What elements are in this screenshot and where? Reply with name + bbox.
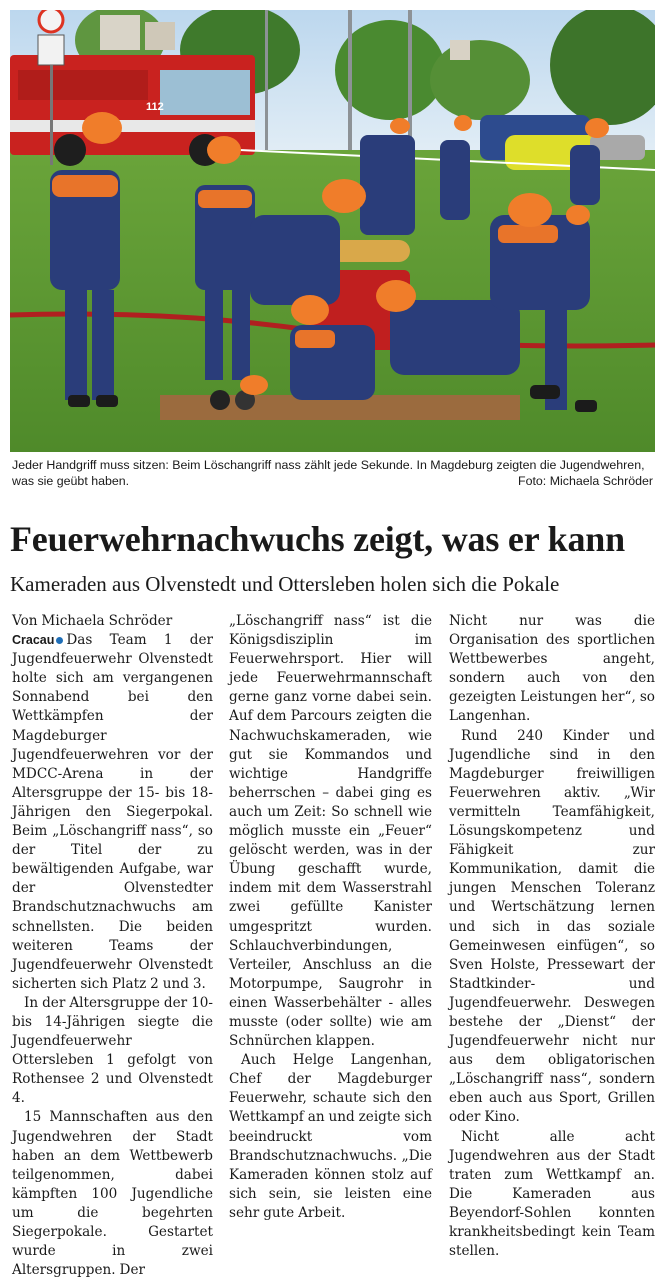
paragraph: 15 Mannschaften aus den Jugendwehren der Stadt haben an dem Wettbewerb teilgenommen, dabei kämpften 100 Jugendliche um die begehrten Siegerpokale. Gestartet wurde in zwei Altersgruppen. Der <box>12 1109 213 1279</box>
paragraph: Rund 240 Kinder und Jugendliche sind in den Magdeburger freiwilligen Feuerwehren aktiv. „Wir vermitteln Teamfähigkeit, Lösungskompetenz und Fähigkeit zur Kommunikation, damit die jungen Menschen Toleranz und Wertschätzung lernen und sich in das soziale Gemeinwesen einfügen“, so Sven Holste, Pressewart der Stadtkinder- und Jugendfeuerwehr. Deswegen bestehe der „Dienst“ der Jugendfeuerwehr nicht nur aus dem obligatorischen „Löschangriff nass“, sondern eben auch aus Sport, Grillen oder Kino. <box>449 727 655 1126</box>
dateline-bullet-icon <box>56 637 63 644</box>
article-column-1 <box>12 612 213 1280</box>
byline: Von Michaela Schröder <box>12 613 173 629</box>
paragraph: Nicht nur was die Organisation des sportlichen Wettbewerbes angeht, sondern auch von den gezeigten Leistungen her“, so Langenhan. <box>449 613 655 725</box>
paragraph: In der Altersgruppe der 10- bis 14-Jährigen siegte die Jugendfeuerwehr Ottersleben 1 gefolgt von Rothensee 2 und Olvenstedt 4. <box>12 994 213 1107</box>
article-column-3 <box>449 612 655 1261</box>
truck-number: 112 <box>146 101 164 113</box>
paragraph: Nicht alle acht Jugendwehren aus der Stadt traten zum Wettkampf an. Die Kameraden aus Beyendorf-Sohlen konnten krankheitsbedingt kein Team stellen. <box>449 1128 655 1260</box>
article-headline: Feuerwehrnachwuchs zeigt, was er kann <box>10 519 625 559</box>
photo-credit: Foto: Michaela Schröder <box>518 474 653 488</box>
fire-drill-illustration <box>10 10 655 452</box>
photo-caption: Jeder Handgriff muss sitzen: Beim Löschangriff nass zählt jede Sekunde. In Magdeburg zeigten die Jugendwehren, was sie geübt haben. <box>12 458 645 488</box>
paragraph: Cracau Das Team 1 der Jugendfeuerwehr Olvenstedt holte sich am vergangenen Sonnabend bei den Wettkämpfen der Magdeburger Jugendfeuerwehren vor der MDCC-Arena in der Altersgruppe der 15- bis 18-Jährigen den Siegerpokal. Beim „Löschangriff nass“, so der Titel der zu bewältigenden Aufgabe, war der Olvenstedter Brandschutznachwuchs am schnellsten. Die beiden weiteren Teams der Jugendfeuerwehr Olvenstedt sicherten sich Platz 2 und 3. <box>12 632 213 992</box>
dateline: Cracau <box>12 633 55 648</box>
paragraph: Auch Helge Langenhan, Chef der Magdeburger Feuerwehr, schaute sich den Wettkampf an und zeigte sich beeindruckt vom Brandschutznachwuchs. „Die Kameraden können stolz auf sich sein, sie leisten eine sehr gute Arbeit. <box>229 1052 433 1221</box>
article-column-2 <box>229 612 432 1223</box>
article-subheadline: Kameraden aus Olvenstedt und Ottersleben holen sich die Pokale <box>10 572 560 596</box>
paragraph: „Löschangriff nass“ ist die Königsdisziplin im Feuerwehrsport. Hier will jede Feuerwehrmannschaft gerne ganz vorne dabei sein. Auf dem Parcours zeigten die Nachwuchskameraden, wie gut sie Kommandos und wichtige Handgriffe beherrschen – dabei ging es auch um Zeit: So schnell wie möglich musste ein „Feuer“ gelöscht werden, was in der Übung geschafft wurde, indem mit dem Wasserstrahl zwei gefüllte Kanister umgespritzt wurden. Schlauchverbindungen, Verteiler, Anschluss an die Motorpumpe, Saugrohr in einen Wasserbehälter - alles musste (oder sollte) wie am Schnürchen klappen. <box>229 613 432 1050</box>
article-photo <box>10 10 655 452</box>
